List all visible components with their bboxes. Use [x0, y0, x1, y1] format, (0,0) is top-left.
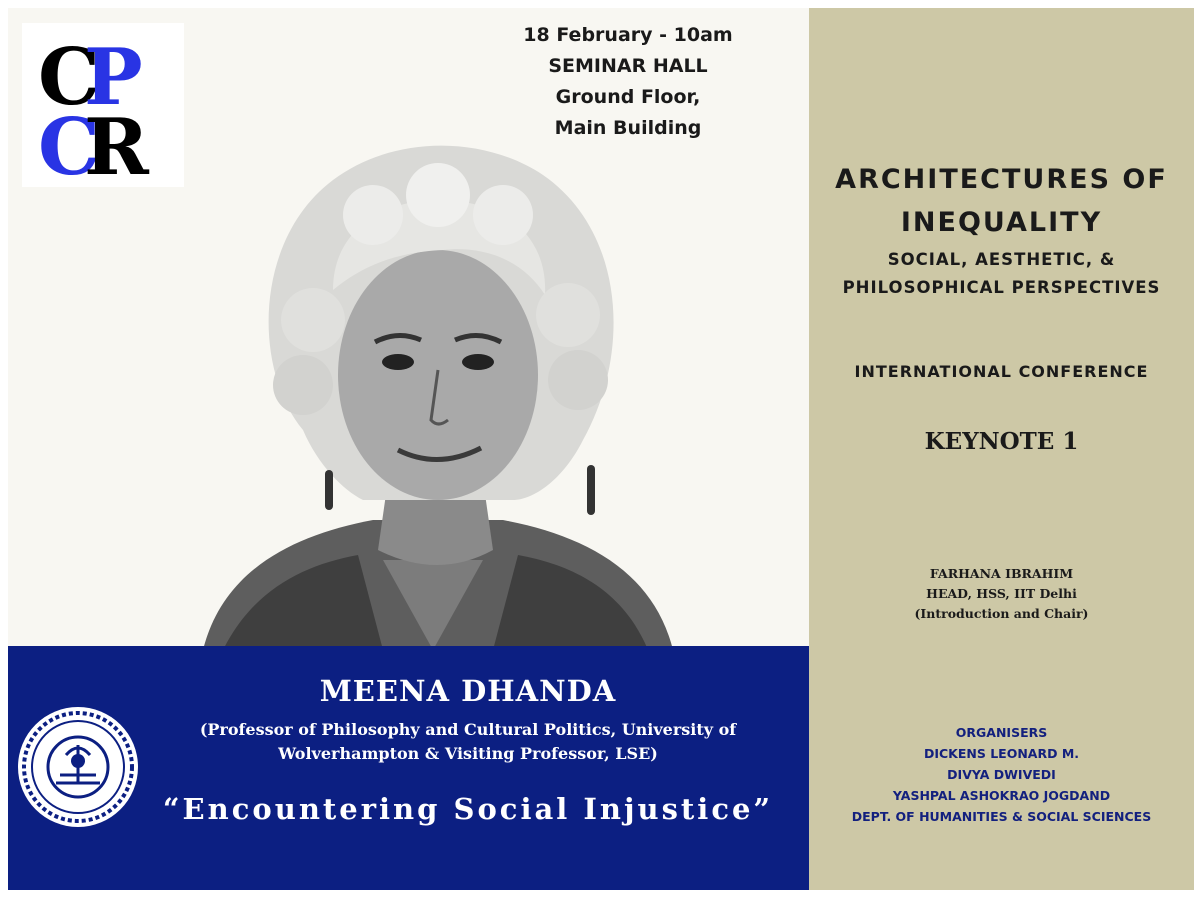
chair-note: (Introduction and Chair) — [914, 606, 1089, 621]
event-date-time: 18 February - 10am — [523, 24, 733, 46]
keynote-label: KEYNOTE 1 — [924, 428, 1079, 455]
cpcr-logo — [22, 23, 184, 193]
speaker-affiliation — [168, 718, 768, 766]
iit-delhi-seal-icon — [16, 705, 140, 829]
organisers — [809, 722, 1194, 827]
chair-info — [809, 564, 1194, 624]
conference-subtitle-line-2: PHILOSOPHICAL PERSPECTIVES — [842, 278, 1161, 297]
event-building: Main Building — [554, 117, 702, 139]
logo-letter-c: C — [38, 32, 101, 123]
conference-title-line-2: INEQUALITY — [900, 207, 1103, 238]
right-panel — [809, 8, 1194, 890]
logo-letter-c2: C — [38, 102, 101, 193]
organiser-name: YASHPAL ASHOKRAO JOGDAND — [892, 788, 1111, 803]
chair-role: HEAD, HSS, IIT Delhi — [926, 586, 1077, 601]
conference-title — [809, 158, 1194, 244]
organisers-department: DEPT. OF HUMANITIES & SOCIAL SCIENCES — [851, 809, 1152, 824]
speaker-banner — [8, 646, 809, 890]
speaker-portrait — [183, 120, 688, 650]
poster — [8, 8, 1194, 890]
logo-letter-r: R — [84, 102, 149, 193]
conference-title-line-1: ARCHITECTURES OF — [835, 164, 1168, 195]
left-panel — [8, 8, 809, 890]
organiser-name: DICKENS LEONARD M. — [923, 746, 1080, 761]
conference-type: INTERNATIONAL CONFERENCE — [854, 362, 1149, 381]
event-venue: SEMINAR HALL — [548, 55, 708, 77]
talk-title: “Encountering Social Injustice” — [162, 792, 774, 826]
organisers-heading: ORGANISERS — [955, 725, 1048, 740]
speaker-affiliation-line-2: Wolverhampton & Visiting Professor, LSE) — [278, 744, 658, 763]
conference-subtitle-line-1: SOCIAL, AESTHETIC, & — [887, 250, 1116, 269]
event-floor: Ground Floor, — [555, 86, 701, 108]
logo-letter-p: P — [84, 32, 143, 123]
chair-name: FARHANA IBRAHIM — [929, 566, 1074, 581]
speaker-name: MEENA DHANDA — [319, 674, 617, 708]
speaker-affiliation-line-1: (Professor of Philosophy and Cultural Politics, University of — [199, 720, 737, 739]
organiser-name: DIVYA DWIVEDI — [947, 767, 1056, 782]
conference-subtitle — [809, 246, 1194, 302]
